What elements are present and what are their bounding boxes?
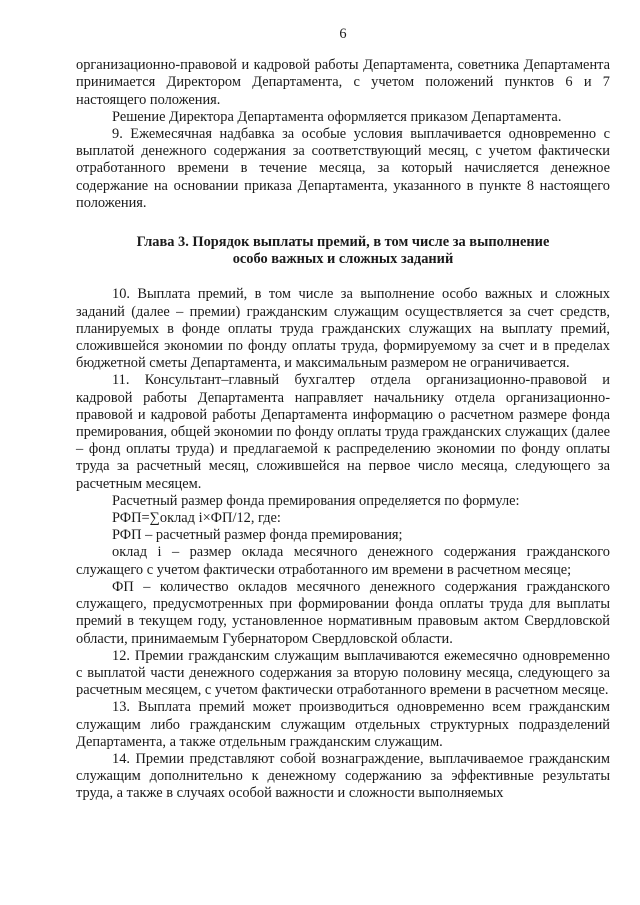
chapter-heading-line2: особо важных и сложных заданий [232, 251, 454, 268]
paragraph-continuation: организационно-правовой и кадровой работы Департамента, советника Департамента принимается Директором Департамента, с учетом положений пунктов 6 и 7 настоящего положения. [76, 57, 610, 108]
paragraph-12: 12. Премии гражданским служащим выплачиваются ежемесячно одновременно с выплатой части денежного содержания за вторую половину месяца, следующего за расчетным месяцем, с учетом фактически отработанного времени в расчетном месяце. [76, 647, 610, 699]
page-number: 6 [339, 26, 347, 42]
paragraph-decision: Решение Директора Департамента оформляется приказом Департамента. [112, 108, 562, 125]
chapter-heading-line1: Глава 3. Порядок выплаты премий, в том числе за выполнение [136, 234, 550, 251]
paragraph-13: 13. Выплата премий может производиться одновременно всем гражданским служащим либо гражданским служащим отдельных структурных подразделений Департамента, а также отдельным гражданским служащим. [76, 699, 610, 750]
paragraph-14: 14. Премии представляют собой вознаграждение, выплачиваемое гражданским служащим дополнительно к денежному содержанию за эффективные результаты труда, а также в случаях особой важности и сложности выполняемых [76, 750, 610, 802]
paragraph-10: 10. Выплата премий, в том числе за выполнение особо важных и сложных заданий (далее – премии) гражданским служащим осуществляется за счет средств, планируемых в фонде оплаты труда гражданских служащих на выплату премий, сложившейся экономии по фонду оплаты труда, формируемому за счет и в пределах бюджетной сметы Департамента, и максимальным размером не ограничивается. [76, 286, 610, 372]
paragraph-rfp-definition: РФП – расчетный размер фонда премирования; [112, 527, 403, 544]
paragraph-11: 11. Консультант–главный бухгалтер отдела организационно-правовой и кадровой работы Департамента направляет начальнику отдела организационно-правовой и кадровой работы Департамента информацию о расчетном размере фонда премирования, общей экономии по фонду оплаты труда гражданских служащих (далее – фонд оплаты труда) и предлагаемой к распределению экономии по фонду оплаты труда за расчетный месяц, сложившейся на первое число месяца, следующего за расчетным месяцем. [76, 372, 610, 492]
paragraph-fp-definition: ФП – количество окладов месячного денежного содержания гражданского служащего, предусмотренных при формировании фонда оплаты труда для выплаты премий в текущем году, установленное нормативным правовым актом Свердловской области, принимаемым Губернатором Свердловской области. [76, 578, 610, 647]
paragraph-oklad-definition: оклад i – размер оклада месячного денежного содержания гражданского служащего с учетом фактически отработанного им времени в расчетном месяце; [76, 544, 610, 578]
paragraph-formula: РФП=∑оклад i×ФП/12, где: [112, 510, 281, 527]
paragraph-9: 9. Ежемесячная надбавка за особые условия выплачивается одновременно с выплатой денежного содержания за соответствующий месяц, с учетом фактически отработанного времени в течение месяца, за который начисляется денежное содержание на основании приказа Департамента, указанного в пункте 8 настоящего положения. [76, 126, 610, 211]
paragraph-formula-intro: Расчетный размер фонда премирования определяется по формуле: [112, 492, 520, 509]
document-page [76, 26, 610, 803]
chapter-heading [76, 234, 610, 268]
